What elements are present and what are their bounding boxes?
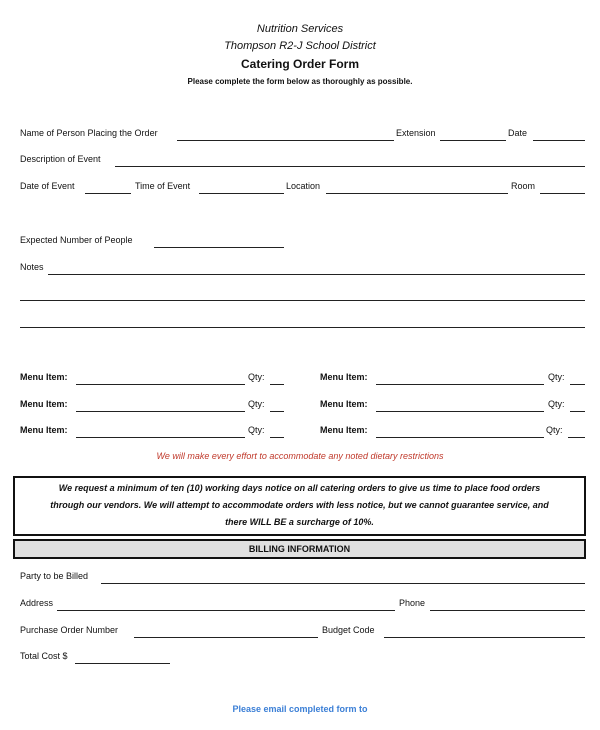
address-field[interactable] bbox=[57, 610, 395, 611]
district-name: Thompson R2-J School District bbox=[224, 40, 376, 52]
menu-item-label: Menu Item: bbox=[320, 425, 368, 435]
menu-item-label: Menu Item: bbox=[20, 399, 68, 409]
party-label: Party to be Billed bbox=[20, 571, 89, 581]
notes-label: Notes bbox=[20, 262, 44, 272]
form-title: Catering Order Form bbox=[240, 57, 360, 71]
total-cost-field[interactable] bbox=[75, 663, 170, 664]
menu-item-field[interactable] bbox=[376, 437, 544, 438]
expected-label: Expected Number of People bbox=[20, 235, 133, 245]
menu-item-label: Menu Item: bbox=[320, 399, 368, 409]
room-field[interactable] bbox=[540, 193, 585, 194]
qty-label: Qty: bbox=[248, 372, 265, 382]
dietary-note: We will make every effort to accommodate any noted dietary restrictions bbox=[156, 451, 444, 461]
notice-line-3: there WILL BE a surcharge of 10%. bbox=[225, 517, 374, 527]
qty-field[interactable] bbox=[270, 437, 284, 438]
org-name: Nutrition Services bbox=[256, 23, 344, 35]
description-field[interactable] bbox=[115, 166, 585, 167]
location-label: Location bbox=[286, 181, 321, 191]
time-of-event-label: Time of Event bbox=[135, 181, 191, 191]
qty-label: Qty: bbox=[248, 399, 265, 409]
date-field[interactable] bbox=[533, 140, 585, 141]
party-field[interactable] bbox=[101, 583, 585, 584]
notes-line-3[interactable] bbox=[20, 327, 585, 328]
phone-label: Phone bbox=[399, 598, 426, 608]
qty-field[interactable] bbox=[568, 437, 585, 438]
menu-item-field[interactable] bbox=[376, 384, 544, 385]
qty-field[interactable] bbox=[270, 411, 284, 412]
qty-label: Qty: bbox=[248, 425, 265, 435]
qty-label: Qty: bbox=[546, 425, 563, 435]
qty-label: Qty: bbox=[548, 399, 565, 409]
qty-field[interactable] bbox=[570, 411, 585, 412]
notes-line-2[interactable] bbox=[20, 300, 585, 301]
menu-item-field[interactable] bbox=[76, 411, 245, 412]
description-label: Description of Event bbox=[20, 154, 101, 164]
menu-item-label: Menu Item: bbox=[20, 372, 68, 382]
time-of-event-field[interactable] bbox=[199, 193, 284, 194]
extension-label: Extension bbox=[396, 128, 436, 138]
notice-line-1: We request a minimum of ten (10) working days notice on all catering orders to give us time to place food orders bbox=[58, 483, 541, 493]
phone-field[interactable] bbox=[430, 610, 585, 611]
notice-line-2: through our vendors. We will attempt to accommodate orders with less notice, but we cannot guarantee service, and bbox=[50, 500, 549, 510]
email-instruction: Please email completed form to bbox=[232, 704, 368, 714]
menu-item-field[interactable] bbox=[76, 384, 245, 385]
notice-box bbox=[13, 476, 586, 536]
qty-field[interactable] bbox=[570, 384, 585, 385]
person-label: Name of Person Placing the Order bbox=[20, 128, 158, 138]
extension-field[interactable] bbox=[440, 140, 506, 141]
menu-item-label: Menu Item: bbox=[320, 372, 368, 382]
form-instructions: Please complete the form below as thoroughly as possible. bbox=[187, 77, 413, 86]
menu-item-label: Menu Item: bbox=[20, 425, 68, 435]
date-of-event-label: Date of Event bbox=[20, 181, 75, 191]
address-label: Address bbox=[20, 598, 54, 608]
billing-header: BILLING INFORMATION bbox=[13, 539, 586, 559]
menu-item-field[interactable] bbox=[76, 437, 245, 438]
date-label: Date bbox=[508, 128, 528, 138]
po-field[interactable] bbox=[134, 637, 318, 638]
qty-field[interactable] bbox=[270, 384, 284, 385]
person-field[interactable] bbox=[177, 140, 394, 141]
po-label: Purchase Order Number bbox=[20, 625, 119, 635]
room-label: Room bbox=[511, 181, 536, 191]
notes-line-1[interactable] bbox=[48, 274, 585, 275]
qty-label: Qty: bbox=[548, 372, 565, 382]
menu-item-field[interactable] bbox=[376, 411, 544, 412]
total-cost-label: Total Cost $ bbox=[20, 651, 68, 661]
budget-code-field[interactable] bbox=[384, 637, 585, 638]
location-field[interactable] bbox=[326, 193, 508, 194]
date-of-event-field[interactable] bbox=[85, 193, 131, 194]
budget-code-label: Budget Code bbox=[322, 625, 375, 635]
expected-field[interactable] bbox=[154, 247, 284, 248]
